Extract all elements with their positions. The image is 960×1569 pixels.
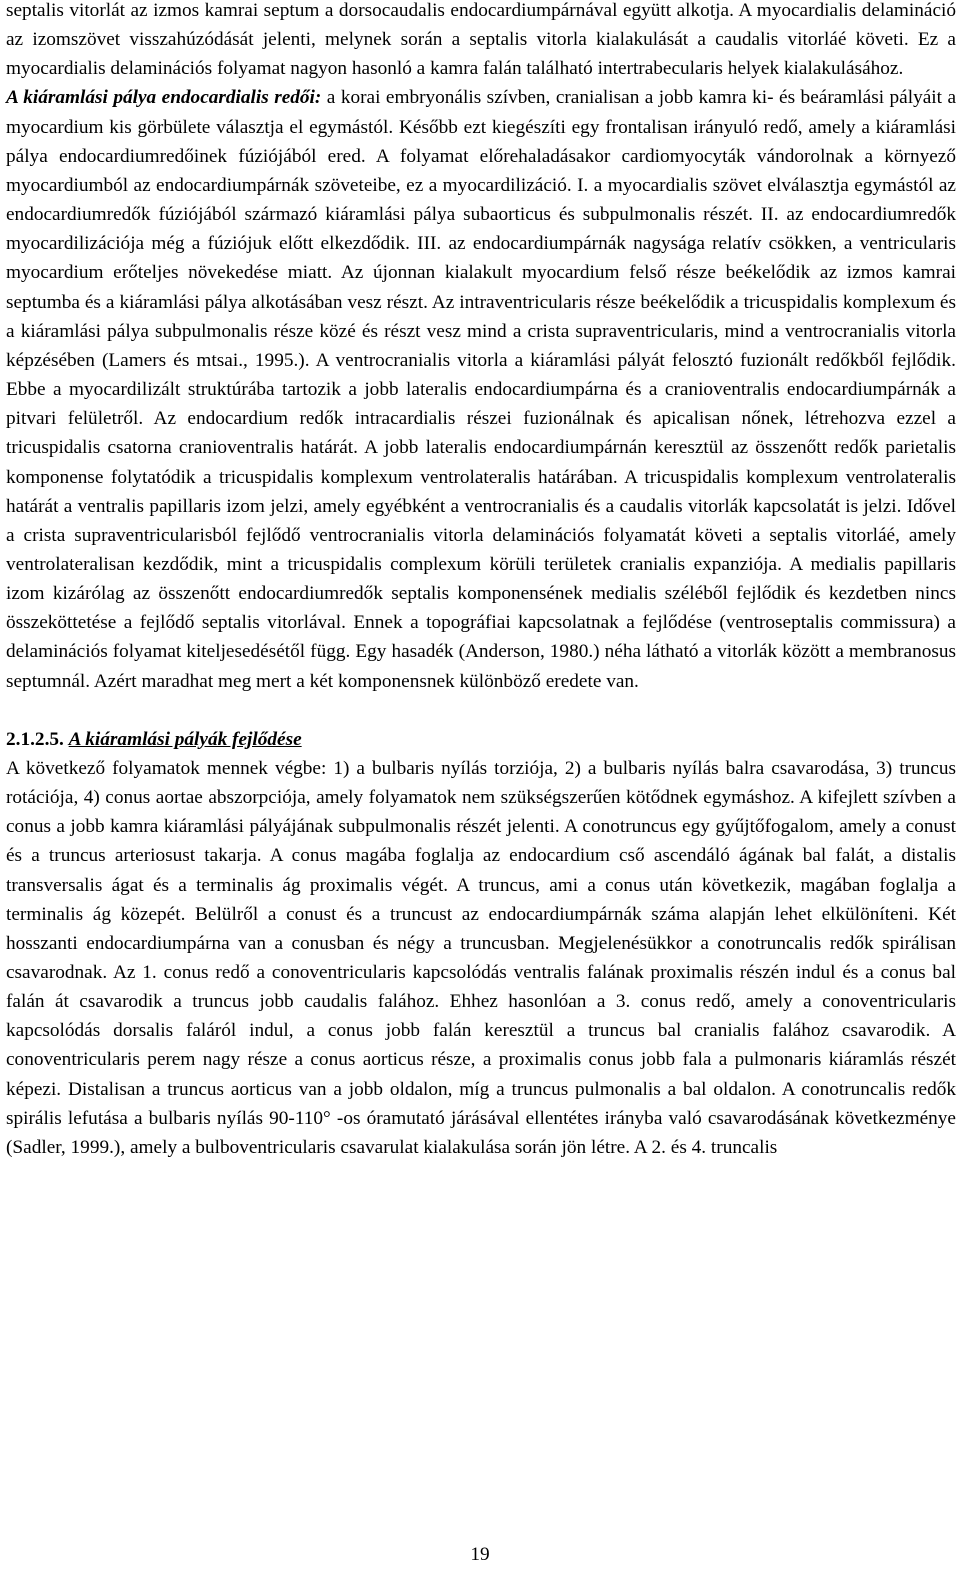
paragraph-text: a korai embryonális szívben, cranialisan a jobb kamra ki- és beáramlási pályáit a myocardium kis görbülete választja el egymástól. Később ezt kiegészíti egy frontalisan irányuló redő, amely a kiáramlási pálya endocardiumredőinek fúziójából ered. A folyamat előrehaladásakor cardiomyocyták vándorolnak a környező myocardiumból az endocardiumpárnák szöveteibe, ez a myocardilizáció. I. a myocardialis szövet elválasztja egymástól az endocardiumredők fúziójából származó kiáramlási pálya subaorticus és subpulmonalis részét. II. az endocardiumredők myocardilizációja még a fúziójuk előtt elkezdődik. III. az endocardiumpárnák nagysága relatív csökken, a ventricularis myocardium erőteljes növekedése miatt. Az újonnan kialakult myocardium felső része beékelődik az izmos kamrai septumba és a kiáramlási pálya alkotásában vesz részt. Az intraventricularis része beékelődik a tricuspidalis komplexum és a kiáramlási pálya subpulmonalis része közé és részt vesz mind a crista supraventricularis, mind a ventrocranialis vitorla képzésében (Lamers és mtsai., 1995.). A ventrocranialis vitorla a kiáramlási pályát felosztó fuzionált redőkből fejlődik. Ebbe a myocardilizált struktúrába tartozik a jobb lateralis endocardiumpárna és a cranioventralis endocardiumpárnák a pitvari felületről. Az endocardium redők intracardialis részei fuzionálnak és apicalisan nőnek, létrehozva ezzel a tricuspidalis csatorna cranioventralis határát. A jobb lateralis endocardiumpárnán keresztül az összenőtt redők parietalis komponense folytatódik a tricuspidalis komplexum ventrolateralis határában. A tricuspidalis komplexum ventrolateralis határát a ventralis papillaris izom jelzi, amely egyébként a ventrocranialis és a caudalis vitorlák kapcsolatát is jelzi. Idővel a crista supraventricularisból fejlődő ventrocranialis vitorla delaminációs folyamatát követi a septalis vitorláé, amely ventrolateralisan kezdődik, mint a tricuspidalis complexum körüli területek cranialis expanziója. A medialis papillaris izom kizárólag az összenőtt endocardiumredők septalis komponensének medialis széléből fejlődik és kezdetben nincs összeköttetése a fejlődő septalis vitorlával. Ennek a topográfiai kapcsolatnak a fejlődése (ventroseptalis commissura) a delaminációs folyamat kiteljesedésétől függ. Egy hasadék (Anderson, 1980.) néha látható a vitorlák között a membranosus septumnál. Azért maradhat meg mert a két komponensnek különböző eredete van.: [6, 87, 957, 692]
paragraph-septalis-delamination: [6, 0, 956, 83]
paragraph-outflow-development: [6, 754, 956, 1162]
paragraph-text: A következő folyamatok mennek végbe: 1) a bulbaris nyílás torziója, 2) a bulbaris nyílás balra csavarodása, 3) truncus rotációja, 4) conus aortae abszorpciója, amely folyamatok nem szükségszerűen kötődnek egymáshoz. A kifejlett szívben a conus a jobb kamra kiáramlási pályájának subpulmonalis részét jelenti. A conotruncus egy gyűjtőfogalom, amely a conust és a truncus arteriosust takarja. A conus magába foglalja az endocardium cső ascendáló ágának bal falát, a distalis transversalis ágat és a terminalis ág proximalis végét. A truncus, ami a conus után következik, magában foglalja a terminalis ág közepét. Belülről a conust és a truncust az endocardiumpárnák száma alapján lehet elkülöníteni. Két hosszanti endocardiumpárna van a conusban és négy a truncusban. Megjelenésükkor a conotruncalis redők spirálisan csavarodnak. Az 1. conus redő a conoventricularis kapcsolódás ventralis falának proximalis részén indul és a conus bal falán át csavarodik a truncus jobb caudalis falához. Ehhez hasonlóan a 3. conus redő, amely a conoventricularis kapcsolódás dorsalis faláról indul, a conus jobb falán keresztül a truncus bal cranialis falához csavarodik. A conoventricularis perem nagy része a conus aorticus része, a proximalis conus jobb fala a pulmonaris kiáramlás részét képezi. Distalisan a truncus aorticus van a jobb oldalon, míg a truncus pulmonalis a bal oldalon. A conotruncalis redők spirális lefutása a bulbaris nyílás 90-110° -os óramutató járásával ellentétes irányba való csavarodásának következménye (Sadler, 1999.), amely a bulboventricularis csavarulat kialakulása során jön létre. A 2. és 4. truncalis: [6, 757, 956, 1158]
paragraph-outflow-endocardial-folds: [6, 83, 956, 695]
paragraph-text: septalis vitorlát az izmos kamrai septum a dorsocaudalis endocardiumpárnával együtt alkotja. A myocardialis delamináció az izomszövet visszahúzódását jelenti, melynek során a septalis vitorla kialakulását a caudalis vitorláé követi. Ez a myocardialis delaminációs folyamat nagyon hasonló a kamra falán található intertrabecularis helyek kialakulásához.: [6, 0, 956, 80]
paragraph-lead-term: A kiáramlási pálya endocardialis redői:: [6, 87, 322, 109]
page-number: 19: [470, 1544, 490, 1565]
document-page: [6, 0, 956, 1162]
section-title: A kiáramlási pályák fejlődése: [68, 728, 302, 750]
section-number: 2.1.2.5.: [6, 728, 64, 750]
section-heading: [6, 725, 956, 754]
